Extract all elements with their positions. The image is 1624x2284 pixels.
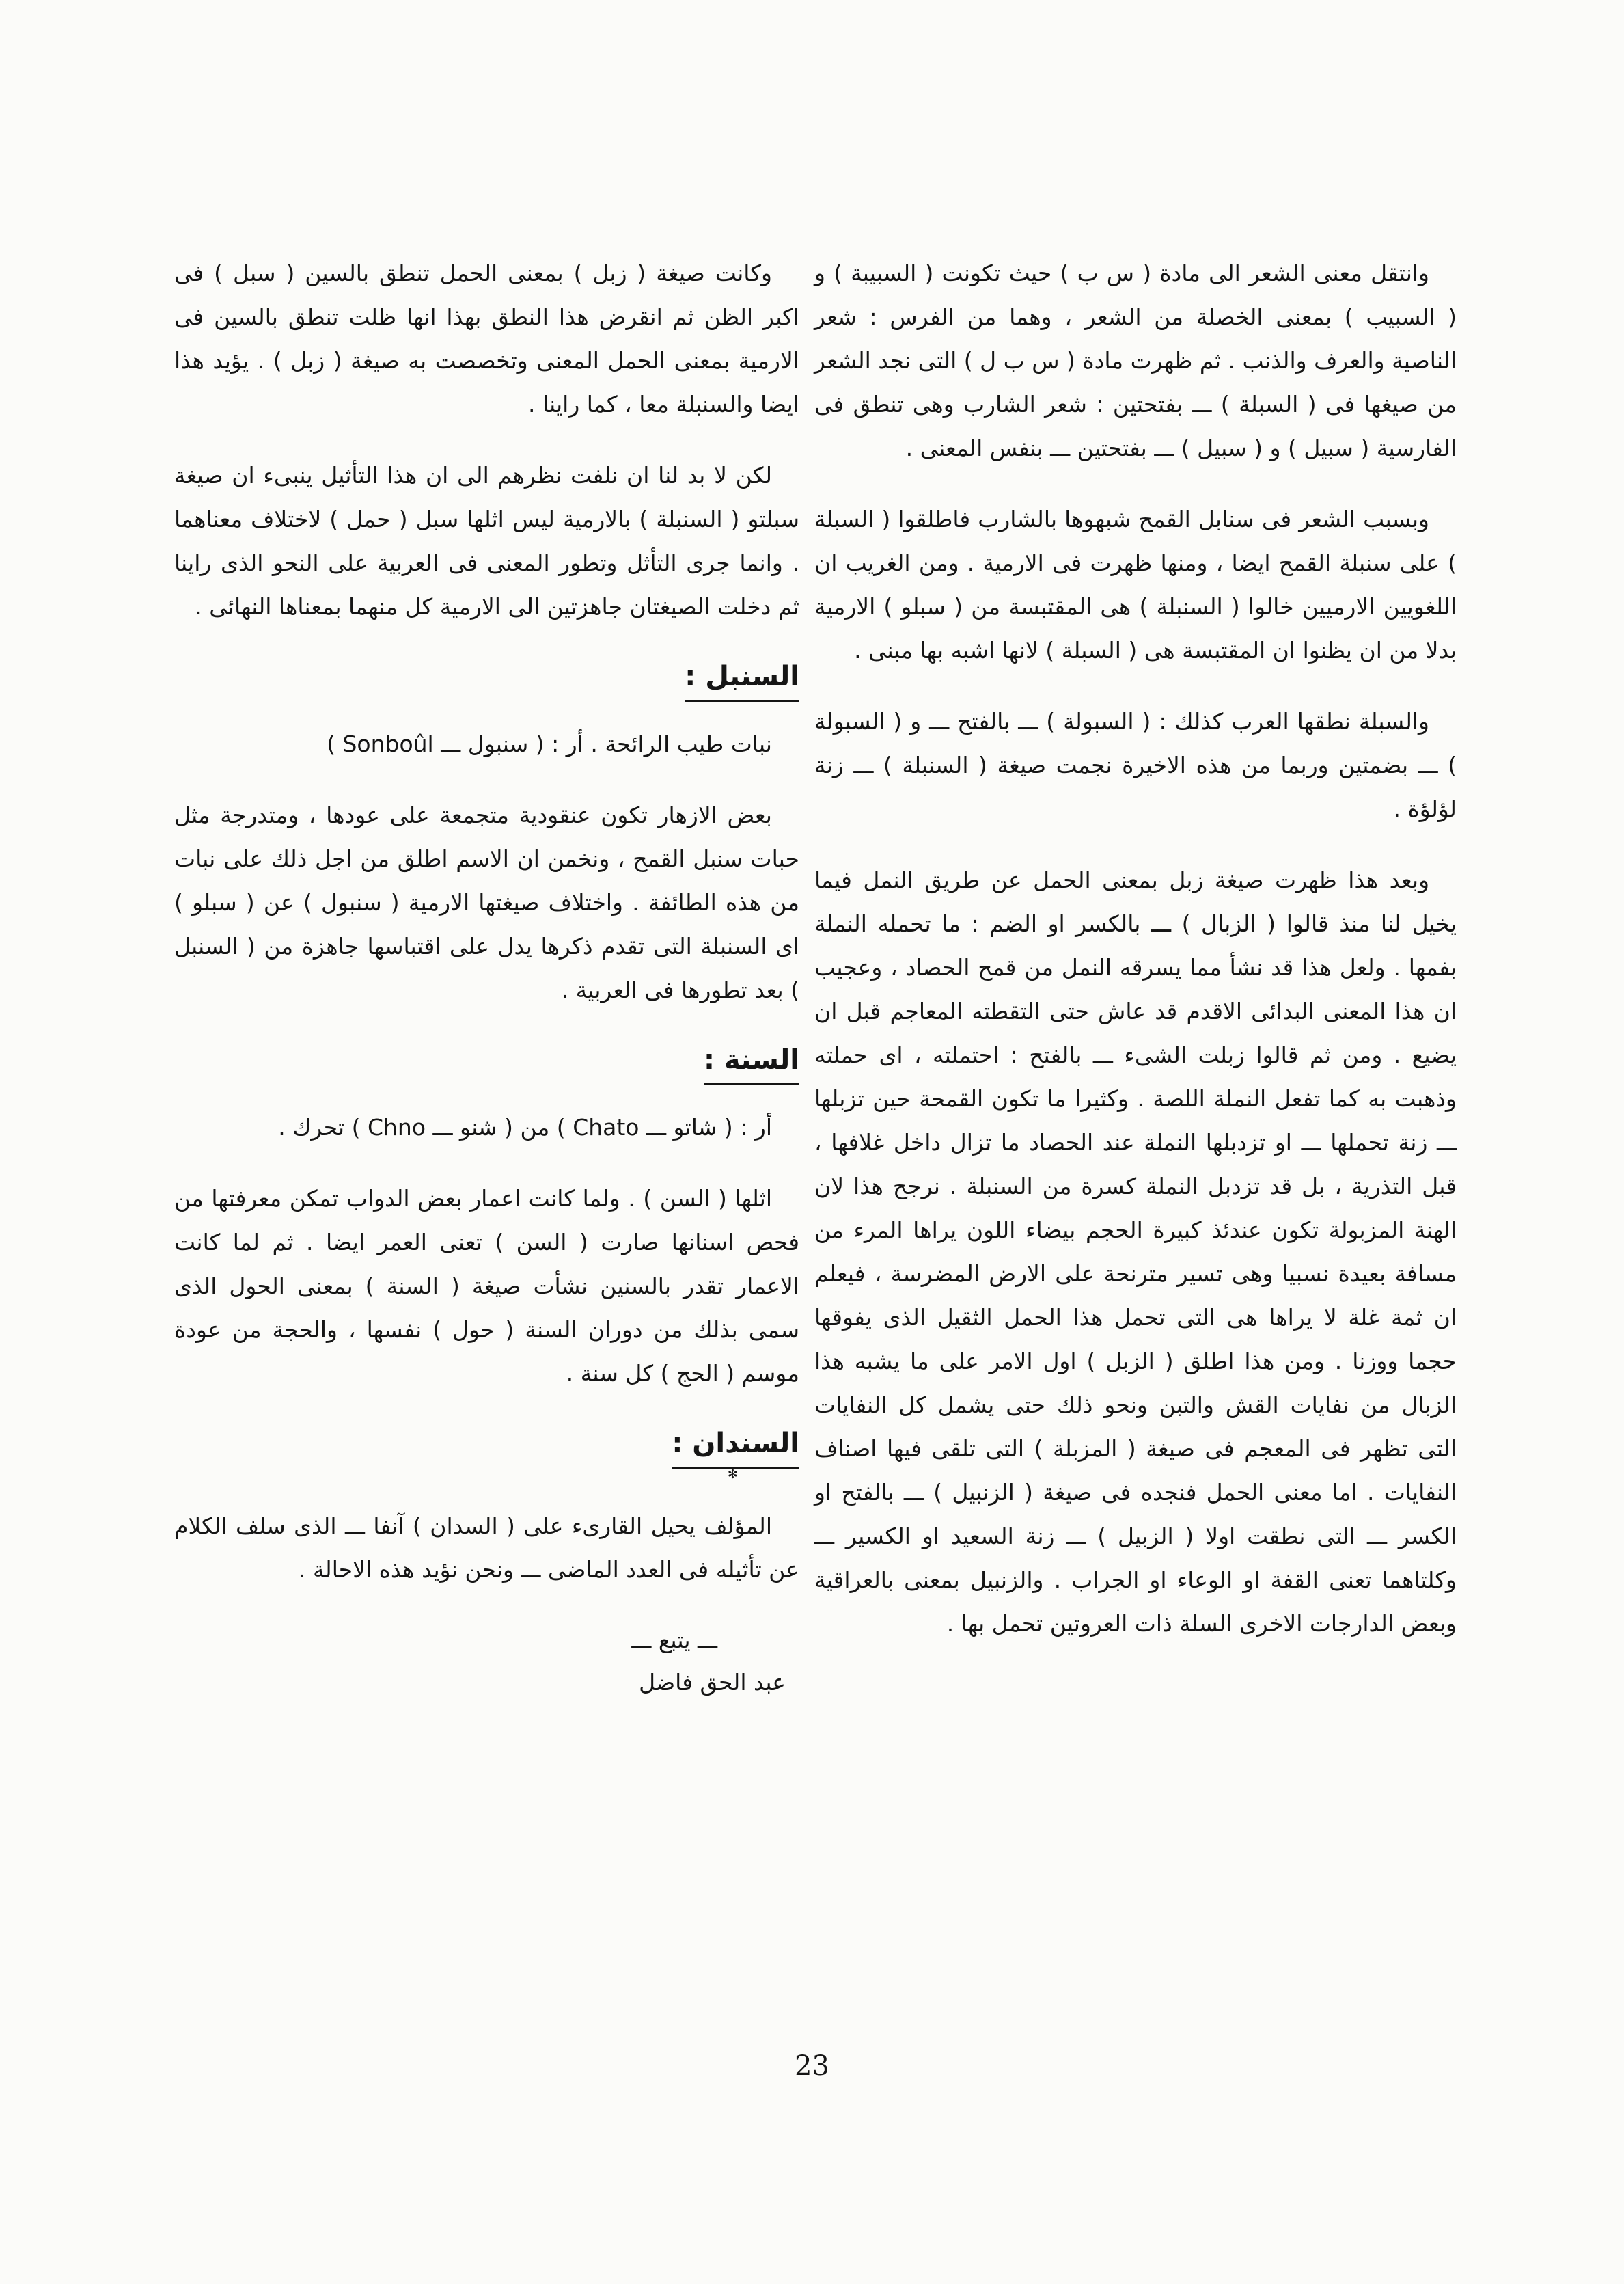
to-be-continued: ـــ يتبع ـــ xyxy=(631,1627,717,1653)
paragraph-sana-explanation: اثلها ( السن ) . ولما كانت اعمار بعض الدواب تمكن معرفتها من فحص اسنانها صارت ( السن ) تعنى العمر ايضا . ثم لما كانت الاعمار تقدر بالسنين نشأت صيغة ( السنة ) بمعنى الحول الذى سمى بذلك من دوران السنة ( حول ) نفسها ، والحجة من عودة موسم ( الحج ) كل سنة . xyxy=(174,1185,799,1387)
paragraph-sunbul-definition: نبات طيب الرائحة . أر : ( سنبول ـــ Sonboûl ) xyxy=(327,731,772,757)
author-name: عبد الحق فاضل xyxy=(639,1669,786,1696)
paragraph-zabl-sabl: وكانت صيغة ( زبل ) بمعنى الحمل تنطق بالسين ( سبل ) فى اكبر الظن ثم انقرض هذا النطق بهذا انها ظلت تنطق بالسين فى الارمية بمعنى الحمل المعنى وتخصصت به صيغة ( زبل ) . يؤيد هذا ايضا والسنبلة معا ، كما راينا . xyxy=(174,260,799,418)
heading-sindan: السندان : ✻ xyxy=(174,1423,799,1484)
right-column xyxy=(814,251,1457,1673)
paragraph-wheat-ears: وبسبب الشعر فى سنابل القمح شبهوها بالشارب فاطلقوا ( السبلة ) على سنبلة القمح ايضا ، ومنها ظهرت فى الارمية . ومن الغريب ان اللغويين الارميين خالوا ( السنبلة ) هى المقتبسة من ( سبلو ) الارمية بدلا من ان يظنوا ان المقتبسة هى ( السبلة ) لانها اشبه بها مبنى . xyxy=(814,506,1457,664)
ornament-icon: ✻ xyxy=(727,1467,738,1482)
page-number: 23 xyxy=(795,2050,829,2082)
paragraph-sabula: والسبلة نطقها العرب كذلك : ( السبولة ) ـــ بالفتح ـــ و ( السبولة ) ـــ بضمتين وربما من هذه الاخيرة نجمت صيغة ( السنبلة ) ـــ زنة لؤلؤة . xyxy=(814,708,1457,822)
left-column xyxy=(174,251,799,1704)
heading-sana: السنة : xyxy=(174,1039,799,1085)
paragraph-etymology-note: لكن لا بد لنا ان نلفت نظرهم الى ان هذا التأثيل ينبىء ان صيغة سبلتو ( السنبلة ) بالارمية ليس اثلها سبل ( حمل ) لاختلاف معناهما . وانما جرى التأثل وتطور المعنى فى العربية على النحو الذى راينا ثم دخلت الصيغتان جاهزتين الى الارمية كل منهما بمعناها النهائى . xyxy=(174,462,799,620)
paragraph-zabala-carrying: وبعد هذا ظهرت صيغة زبل بمعنى الحمل عن طريق النمل فيما يخيل لنا منذ قالوا ( الزبال ) ـــ بالكسر او الضم : ما تحمله النملة بفمها . ولعل هذا قد نشأ مما يسرقه النمل من قمح الحصاد ، وعجيب ان هذا المعنى البدائى الاقدم قد عاش حتى التقطته المعاجم قبل ان يضيع . ومن ثم قالوا زبلت الشىء ـــ بالفتح : احتملته ، اى حملته وذهبت به كما تفعل النملة اللصة . وكثيرا ما تكون القمحة حين تزبلها ـــ زنة تحملها ـــ او تزدبلها النملة عند الحصاد ما تزال داخل غلافها ، قبل التذرية ، بل قد تزدبل النملة كسرة من السنبلة . نرجح هذا لان الهنة المزبولة تكون عندئذ كبيرة الحجم بيضاء اللون يراها المرء من مسافة بعيدة نسبيا وهى تسير مترنحة على الارض المضرسة ، فيعلم ان ثمة غلة لا يراها هى التى تحمل هذا الحمل الثقيل الذى يفوقها حجما ووزنا . ومن هذا اطلق ( الزبل ) اول الامر على ما يشبه هذا الزبال من نفايات القش والتبن ونحو ذلك حتى يشمل كل النفايات التى تظهر فى المعجم فى صيغة ( المزبلة ) التى تلقى فيها اصناف النفايات . اما معنى الحمل فنجده فى صيغة ( الزنبيل ) ـــ بالفتح او الكسر ـــ التى نطقت اولا ( الزبيل ) ـــ زنة السعيد او الكسير ـــ وكلتاهما تعنى القفة او الوعاء او الجراب . والزنبيل بمعنى بالعراقية وبعض الدارجات الاخرى السلة ذات العروتين تحمل بها . xyxy=(814,867,1457,1637)
paragraph-root-meaning: وانتقل معنى الشعر الى مادة ( س ب ) حيث تكونت ( السبيبة ) و ( السبيب ) بمعنى الخصلة من الشعر ، وهما من الفرس : شعر الناصية والعرف والذنب . ثم ظهرت مادة ( س ب ل ) التى نجد الشعر من صيغها فى ( السبلة ) ـــ بفتحتين : شعر الشارب وهى تنطق فى الفارسية ( سبيل ) و ( سبيل ) ـــ بفتحتين ـــ بنفس المعنى . xyxy=(814,260,1457,461)
paragraph-sana-aramaic: أر : ( شاتو ـــ Chato ) من ( شنو ـــ Chno ) تحرك . xyxy=(278,1114,772,1141)
paragraph-sindan-reference: المؤلف يحيل القارىء على ( السدان ) آنفا ـــ الذى سلف الكلام عن تأثيله فى العدد الماضى ـــ ونحن نؤيد هذه الاحالة . xyxy=(174,1512,799,1583)
paragraph-sunbul-explanation: بعض الازهار تكون عنقودية متجمعة على عودها ، ومتدرجة مثل حبات سنبل القمح ، ونخمن ان الاسم اطلق من اجل ذلك على نبات من هذه الطائفة . واختلاف صيغتها الارمية ( سنبول ) عن ( سبلو ) اى السنبلة التى تقدم ذكرها يدل على اقتباسها جاهزة من ( السنبل ) بعد تطورها فى العربية . xyxy=(174,802,799,1003)
heading-sunbul: السنبل : xyxy=(174,656,799,702)
